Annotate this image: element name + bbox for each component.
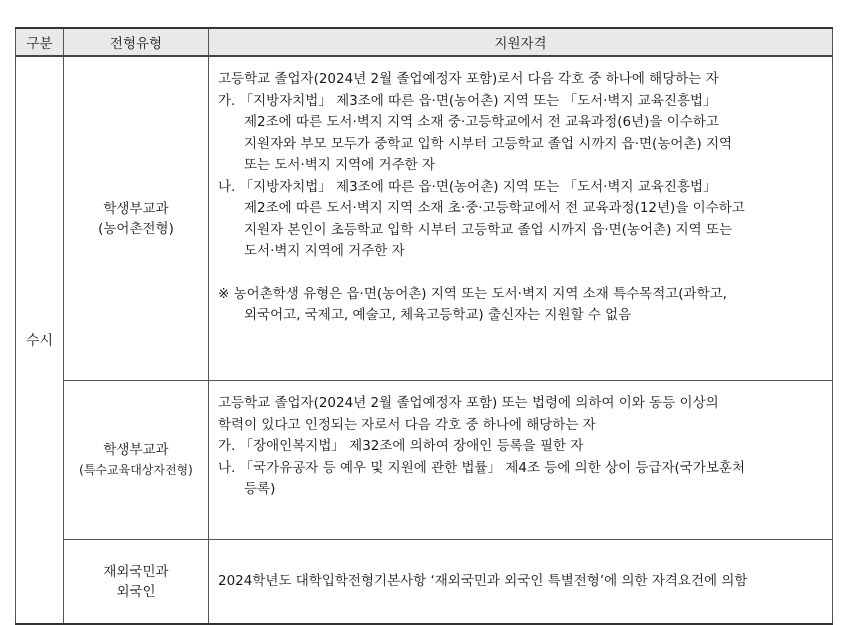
category-cell: 수시: [16, 56, 64, 624]
header-category: 구분: [16, 28, 64, 56]
requirement-line: 가. 「지방자치법」 제3조에 따른 읍·면(농어촌) 지역 또는 「도서·벽지 교육진흥법」: [218, 92, 717, 109]
requirement-line: 제2조에 따른 도서·벽지 지역 소재 중·고등학교에서 전 교육과정(6년)을 이수하고: [244, 114, 719, 130]
header-requirements: 지원자격: [209, 28, 833, 56]
requirement-line: 제2조에 따른 도서·벽지 지역 소재 초·중·고등학교에서 전 교육과정(12년)을 이수하고: [244, 200, 745, 216]
type-name: 재외국민과: [103, 563, 169, 580]
table-row: [16, 540, 833, 625]
note-line: ※ 농어촌학생 유형은 읍·면(농어촌) 지역 또는 도서·벽지 지역 소재 특수목적고(과학고,: [218, 285, 727, 302]
header-admission-type: 전형유형: [64, 28, 209, 56]
type-name: 학생부교과: [103, 200, 169, 217]
requirement-line: 도서·벽지 지역에 거주한 자: [244, 243, 405, 259]
requirements-special-education: [209, 381, 833, 540]
requirement-line: 고등학교 졸업자(2024년 2월 졸업예정자 포함)로서 다음 각호 중 하나에 해당하는 자: [218, 71, 719, 87]
requirement-line: 지원자 본인이 초등학교 입학 시부터 고등학교 졸업 시까지 읍·면(농어촌) 지역 또는: [244, 221, 733, 238]
type-subname: (특수교육대상자전형): [79, 463, 193, 477]
requirement-line: 또는 도서·벽지 지역에 거주한 자: [244, 157, 435, 173]
requirements-overseas: [209, 540, 833, 625]
type-subname: 외국인: [116, 583, 156, 600]
requirement-line: 학력이 있다고 인정되는 자로서 다음 각호 중 하나에 해당하는 자: [218, 416, 596, 433]
admission-type-rural: [64, 56, 209, 381]
requirement-line: 2024학년도 대학입학전형기본사항 ‘재외국민과 외국인 특별전형’에 의한 자격요건에 의함: [218, 572, 748, 589]
admission-type-special-education: [64, 381, 209, 540]
requirement-line: 나. 「국가유공자 등 예우 및 지원에 관한 법률」 제4조 등에 의한 상이 등급자(국가보훈처: [218, 459, 745, 476]
table-row: [16, 381, 833, 540]
requirement-line: 나. 「지방자치법」 제3조에 따른 읍·면(농어촌) 지역 또는 「도서·벽지 교육진흥법」: [218, 178, 717, 195]
requirements-rural: [209, 56, 833, 381]
requirement-line: 가. 「장애인복지법」 제32조에 의하여 장애인 등록을 필한 자: [218, 438, 584, 454]
admission-requirements-table: [15, 27, 833, 625]
table-row: [16, 56, 833, 381]
table-header-row: [16, 28, 833, 56]
requirement-line: 고등학교 졸업자(2024년 2월 졸업예정자 포함) 또는 법령에 의하여 이와 동등 이상의: [218, 395, 719, 411]
type-subname: (농어촌전형): [98, 220, 174, 237]
admission-type-overseas: [64, 540, 209, 625]
note-line: 외국어고, 국제고, 예술고, 체육고등학교) 출신자는 지원할 수 없음: [244, 307, 632, 323]
requirement-line: 지원자와 부모 모두가 중학교 입학 시부터 고등학교 졸업 시까지 읍·면(농어촌) 지역: [244, 135, 733, 152]
requirement-line: 등록): [244, 481, 276, 497]
type-name: 학생부교과: [103, 442, 169, 458]
